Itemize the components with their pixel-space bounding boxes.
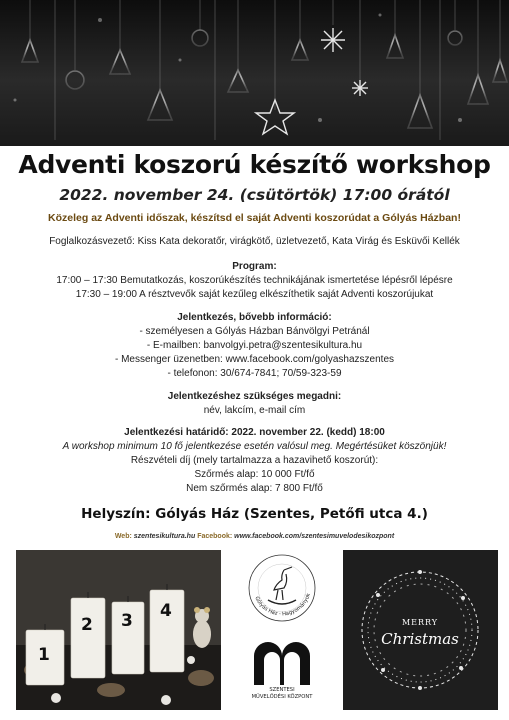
fee-fur: Szőrmés alap: 10 000 Ft/fő [194,469,315,480]
event-date: 2022. november 24. (csütörtök) 17:00 órától [59,186,450,204]
workshop-leader: Foglalkozásvezető: Kiss Kata dekoratőr, virágkötő, üzletvezető, Kata Virág és Esküvői Kellék [49,236,460,247]
candle-number-1: 1 [38,645,50,665]
deadline-heading: Jelentkezési határidő: 2022. november 22. (kedd) 18:00 [124,427,385,438]
merry-text: MERRY [401,618,439,627]
facebook-url[interactable]: www.facebook.com/szentesimuvelodesikozpont [234,533,395,540]
web-label: Web: [114,533,132,540]
logo-mk-text-2: MŰVELŐDÉSI KÖZPONT [251,694,313,700]
deadline-section [0,426,509,496]
minimum-participants-note: A workshop minimum 10 fő jelentkezése esetén valósul meg. Megértésüket köszönjük! [62,441,447,452]
golyas-haz-logo [232,550,315,621]
candle-number-4: 4 [160,601,172,621]
required-info-section [0,390,509,418]
web-url[interactable]: szentesikultura.hu [133,533,196,540]
program-section [0,260,509,302]
golyas-logo-text: Gólyás Ház - Hagyományok [253,592,312,618]
fee-label: Részvételi díj (mely tartalmazza a hazavihető koszorút): [130,455,379,466]
event-title: Adventi koszorú készítő workshop [18,150,491,179]
apply-item-email: - E-mailben: banvolgyi.petra@szentesikultura.hu [146,340,363,351]
merry-christmas-card [343,550,498,710]
apply-item-messenger: - Messenger üzenetben: www.facebook.com/golyashazszentes [114,354,395,365]
logo-mk-text-1: SZENTESI [269,687,295,693]
apply-section [0,311,509,381]
hero-ornaments-photo [0,0,509,146]
advent-candles-photo [16,550,221,710]
required-heading: Jelentkezéshez szükséges megadni: [167,391,342,402]
program-item: 17:00 – 17:30 Bemutatkozás, koszorúkészítés technikájának ismertetése lépésről lépésre [56,275,453,286]
apply-item-phone: - telefonon: 30/674-7841; 70/59-323-59 [167,368,342,379]
program-item: 17:30 – 19:00 A résztvevők saját kezűleg elkészíthetik saját Adventi koszorújukat [75,289,434,300]
mouse-figurine-icon [193,607,211,648]
candle-number-2: 2 [81,615,93,635]
facebook-label: Facebook: [197,533,233,540]
apply-heading: Jelentkezés, bővebb információ: [177,312,332,323]
christmas-text: Christmas [381,630,459,648]
hanging-ornaments-illustration [0,0,509,146]
logos-column [232,550,332,710]
fee-no-fur: Nem szőrmés alap: 7 800 Ft/fő [186,483,323,494]
program-heading: Program: [232,261,277,272]
szentesi-muvelodesi-kozpont-logo [252,642,314,700]
required-text: név, lakcím, e-mail cím [203,405,306,416]
apply-item-in-person: - személyesen a Gólyás Házban Bánvölgyi Petránál [139,326,370,337]
tagline: Közeleg az Adventi időszak, készítsd el saját Adventi koszorúdat a Gólyás Házban! [48,212,461,224]
candle-number-3: 3 [121,611,133,631]
location: Helyszín: Gólyás Ház (Szentes, Petőfi utca 4.) [81,506,428,522]
web-links [0,533,509,540]
